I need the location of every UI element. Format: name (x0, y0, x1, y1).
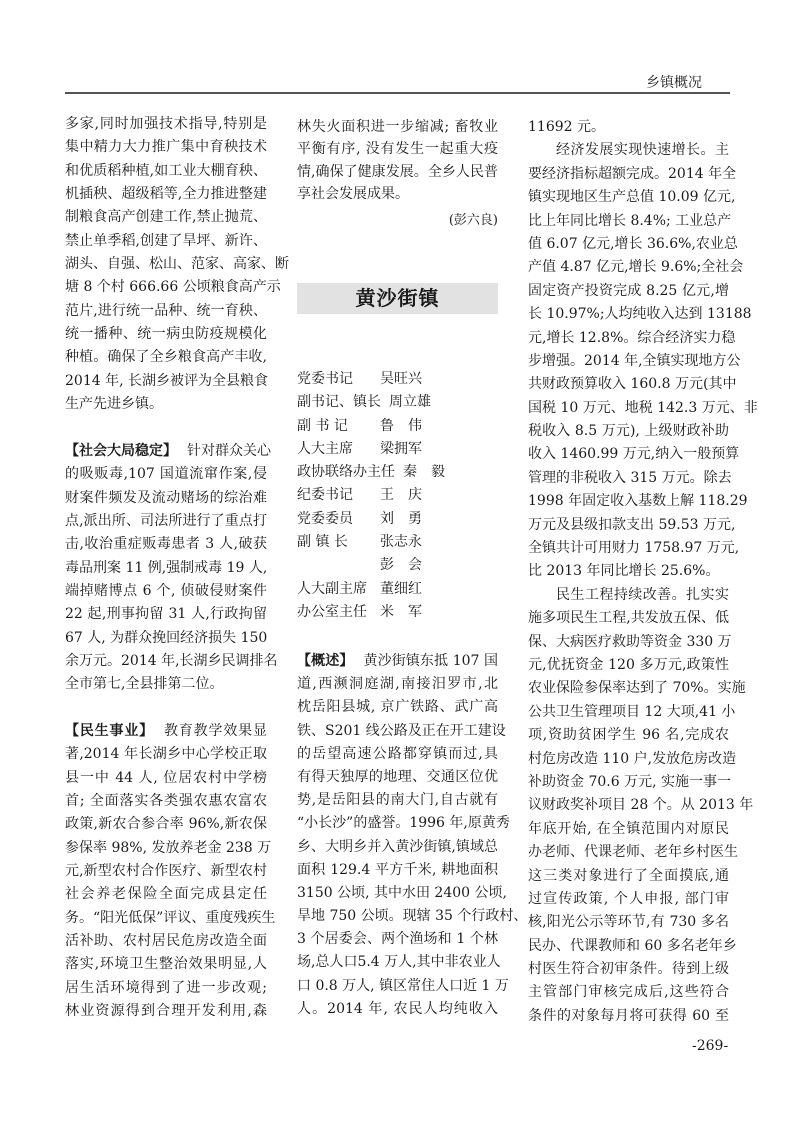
line-text: 旱地 750 公顷。现辖 35 个行政村、 (297, 908, 528, 925)
text-line (528, 139, 729, 162)
line-text: 参保率 98%, 发放养老金 238 万 (65, 839, 272, 856)
text-line (65, 860, 267, 883)
text-line (528, 911, 729, 934)
line-text: 1998 年固定收入基数上解 118.29 (528, 493, 748, 510)
line-text: 制粮食高产创建工作,禁止抛荒、 (65, 209, 267, 226)
line-text: 端掉赌博点 6 个, 侦破侵财案件 (65, 582, 267, 599)
text-line (528, 327, 736, 350)
line-text: 全市第七,全县排第二位。 (65, 676, 224, 693)
official-row (297, 531, 498, 554)
official-row (297, 461, 498, 484)
official-title: 人大主席 (297, 440, 353, 457)
official-name: 秦 毅 (403, 464, 445, 481)
line-text: 点,派出所、司法所进行了重点打 (65, 512, 267, 529)
text-line (528, 467, 732, 490)
text-line (297, 928, 498, 951)
blank-line (65, 416, 267, 439)
text-line (65, 627, 267, 650)
text-line (528, 256, 744, 279)
line-text: 的岳望高速公路都穿镇而过,具 (297, 745, 498, 762)
paragraph-heading: 【概述】 (297, 653, 354, 669)
line-text: 长 10.97%;人均纯收入达到 13188 (528, 306, 752, 323)
paragraph-heading: 【社会大局稳定】 (65, 442, 177, 459)
line-text: 步增强。2014 年,全镇实现地方公 (528, 352, 741, 369)
text-line (65, 837, 272, 860)
text-line (65, 580, 267, 603)
text-line (65, 276, 281, 299)
line-text: 过宣传政策, 个人申报, 部门审 (528, 890, 729, 907)
text-line (65, 977, 267, 1000)
text-line (65, 253, 289, 276)
text-line (65, 510, 267, 533)
official-title: 政协联络办主任 (297, 464, 395, 481)
text-line (297, 882, 507, 905)
line-text: 22 起,刑事拘留 31 人,行政拘留 (65, 606, 267, 623)
text-line (65, 160, 267, 183)
line-text: 击,收治重症贩毒患者 3 人,破获 (65, 536, 267, 553)
official-title: 副 镇 长 (297, 534, 348, 551)
text-line (297, 650, 498, 673)
line-text: 财案件频发及流动赌场的综治难 (65, 489, 267, 506)
text-line (528, 981, 729, 1004)
line-text: 务。“阳光低保”评议、重度残疾生 (65, 909, 276, 926)
text-line (65, 790, 267, 813)
text-line (528, 186, 736, 209)
line-text: 口 0.8 万人, 镇区常住人口近 1 万 (297, 977, 509, 994)
line-text: 比 2013 年同比增长 25.6%。 (528, 563, 720, 580)
text-line (65, 206, 267, 229)
text-line (65, 673, 267, 696)
official-name: 周立雄 (389, 394, 431, 411)
text-line (65, 767, 267, 790)
line-text: 67 人, 为群众挽回经济损失 150 (65, 629, 268, 646)
text-line (65, 603, 267, 626)
line-text: 要经济指标超额完成。2014 年全 (528, 165, 737, 182)
official-name: 刘 勇 (380, 510, 422, 527)
text-line (528, 116, 729, 139)
text-line (528, 958, 729, 981)
text-line (528, 654, 729, 677)
text-line (528, 607, 729, 630)
text-line (528, 303, 752, 326)
text-line (297, 789, 498, 812)
official-row (297, 415, 498, 438)
line-text: 补助资金 70.6 万元, 实施一事一 (528, 773, 731, 790)
column-2-overview (297, 650, 528, 1021)
text-line (65, 463, 267, 486)
text-line (297, 138, 498, 160)
line-text: 全镇共计可用财力 1758.97 万元, (528, 540, 740, 557)
official-name: 米 军 (380, 603, 422, 620)
text-line (65, 557, 267, 580)
line-text: 元,优抚资金 120 多万元,政策性 (528, 656, 729, 673)
line-text: 享社会发展成果。 (297, 186, 409, 203)
line-text: 势,是岳阳县的南大门,自古就有 (297, 792, 498, 809)
line-text: 公共卫生管理项目 12 大项,41 小 (528, 703, 736, 720)
line-text: 村医生符合初审条件。待到上级 (528, 961, 729, 978)
text-line (528, 701, 736, 724)
text-line (297, 673, 498, 696)
line-text: 禁止单季稻,创建了旱坪、新许、 (65, 232, 267, 249)
line-text: 条件的对象每月将可获得 60 至 (528, 1007, 729, 1024)
text-line (528, 514, 736, 537)
text-line (528, 631, 732, 654)
line-text: 共财政预算收入 160.8 万元(其中 (528, 376, 737, 393)
text-line (528, 584, 729, 607)
line-text: 机插秧、超级稻等,全力推进整建 (65, 186, 267, 203)
text-line (528, 443, 740, 466)
official-row (297, 508, 498, 531)
text-line (528, 233, 738, 256)
column-2-continuation (297, 116, 498, 206)
line-text: 镇实现地区生产总值 10.09 亿元, (528, 189, 736, 206)
line-text: 落实,环境卫生整治效果明显,人 (65, 956, 267, 973)
text-line (528, 888, 729, 911)
official-row (297, 391, 498, 414)
line-text: 民办、代课教师和 60 多名老年乡 (528, 937, 737, 954)
official-name: 王 庆 (380, 487, 422, 504)
line-text: 项,资助贫困学生 96 名,完成农 (528, 727, 729, 744)
official-name: 彭 会 (380, 557, 422, 574)
line-text: 林失火面积进一步缩减; 畜牧业 (297, 119, 498, 135)
text-line (65, 393, 267, 416)
text-line (297, 720, 506, 743)
line-text: 范片,进行统一品种、统一育秧、 (65, 302, 267, 319)
text-line (528, 537, 740, 560)
line-text: 林业资源得到合理开发利用,森 (65, 1003, 267, 1020)
line-text: 3150 公顷, 其中水田 2400 公顷, (297, 884, 507, 901)
text-line (65, 370, 267, 393)
text-line (65, 930, 267, 953)
line-text: 比上年同比增长 8.4%; 工业总产 (528, 212, 732, 229)
line-text: 有得天独厚的地理、交通区位优 (297, 768, 498, 785)
line-text: 施多项民生工程,共发放五保、低 (528, 610, 729, 627)
text-line (65, 183, 267, 206)
line-text: 的吸贩毒,107 国道流窜作案,侵 (65, 466, 267, 483)
official-row (297, 484, 498, 507)
line-text: 平衡有序, 没有发生一起重大疫 (297, 141, 498, 158)
line-text: “小长沙”的盛誉。1996 年,原黄秀 (297, 815, 510, 832)
line-text: 国税 10 万元、地税 142.3 万元、非 (528, 399, 758, 416)
text-line (297, 183, 498, 205)
line-text: 居生活环境得到了进一步改观; (65, 979, 267, 996)
text-line (65, 953, 267, 976)
official-row (297, 601, 498, 624)
line-text: 社会养老保险全面完成县定任 (65, 886, 267, 903)
line-text: 道,西濒洞庭湖,南接汨罗市,北 (297, 676, 498, 693)
text-line (297, 161, 498, 183)
line-text: 首; 全面落实各类强农惠农富农 (65, 792, 267, 809)
line-text: 年底开始, 在全镇范围内对原民 (528, 820, 729, 837)
text-line (528, 397, 758, 420)
text-line (528, 1005, 729, 1028)
text-line (528, 724, 729, 747)
line-text: 产值 4.87 亿元,增长 9.6%;全社会 (528, 259, 744, 276)
line-text: 人。2014 年, 农民人均纯收入 (297, 1000, 498, 1017)
text-line (297, 975, 509, 998)
line-text: 收入 1460.99 万元,纳入一般预算 (528, 446, 740, 463)
line-text: 湖头、自强、松山、范家、高家、断 (65, 256, 289, 273)
text-line (528, 350, 741, 373)
header-rule (65, 92, 730, 94)
line-text: 民生工程持续改善。扎实实 (556, 586, 729, 603)
text-line (528, 865, 729, 888)
line-text: 主管部门审核完成后,这些符合 (528, 984, 729, 1001)
blank-line (65, 697, 267, 720)
line-text: 核,阳光公示等环节,有 730 多名 (528, 914, 729, 931)
line-text: 万元及县级扣款支出 59.53 万元, (528, 516, 736, 533)
official-row (297, 438, 498, 461)
line-text: 经济发展实现快速增长。主 (556, 142, 729, 159)
text-line (65, 650, 278, 673)
section-title: 黄沙街镇 (297, 283, 498, 314)
line-text: 黄沙街镇东抵 107 国 (363, 653, 499, 669)
line-text: 著,2014 年长湖乡中心学校正取 (65, 746, 267, 763)
official-title: 副书记、镇长 (297, 394, 381, 411)
line-text: 固定资产投资完成 8.25 亿元,增 (528, 282, 729, 299)
official-title: 党委书记 (297, 371, 353, 387)
line-text: 种植。确保了全乡粮食高产丰收, (65, 349, 267, 366)
line-text: 集中精力大力推广集中育秧技术 (65, 139, 267, 156)
officials-list (297, 368, 498, 624)
text-line (528, 210, 732, 233)
line-text: 统一播种、统一病虫防疫规模化 (65, 326, 267, 343)
line-text: 活补助、农村居民危房改造全面 (65, 933, 267, 950)
text-line (65, 323, 267, 346)
official-row (297, 554, 498, 577)
line-text: 情,确保了健康发展。全乡人民普 (297, 163, 498, 180)
column-1 (65, 113, 289, 1023)
text-line (528, 280, 729, 303)
text-line (65, 346, 267, 369)
text-line (528, 935, 737, 958)
text-line (528, 794, 754, 817)
text-line (528, 420, 729, 443)
text-line (297, 766, 498, 789)
line-text: 塘 8 个村 666.66 公顷粮食高产示 (65, 279, 281, 296)
text-line (65, 720, 267, 743)
line-text: 村危房改造 110 户,发放危房改造 (528, 750, 737, 767)
text-line (528, 373, 737, 396)
text-line (297, 859, 498, 882)
text-line (297, 836, 498, 859)
official-title: 人大副主席 (297, 580, 367, 597)
text-line (65, 743, 267, 766)
text-line (297, 998, 498, 1021)
text-line (65, 230, 267, 253)
line-text: 多家,同时加强技术指导,特别是 (65, 116, 267, 132)
author-credit: (彭六良) (448, 213, 498, 228)
text-line (528, 748, 737, 771)
line-text: 毒品刑案 11 例,强制戒毒 19 人, (65, 559, 268, 576)
line-text: 这三类对象进行了全面摸底,通 (528, 867, 729, 884)
column-3 (528, 116, 758, 1028)
text-line (65, 113, 267, 136)
line-text: 议财政奖补项目 28 个。从 2013 年 (528, 797, 754, 814)
text-line (65, 907, 276, 930)
official-row (297, 578, 498, 601)
text-line (297, 905, 528, 928)
text-line (65, 300, 267, 323)
official-title: 副 书 记 (297, 417, 348, 434)
text-line (65, 533, 267, 556)
line-text: 县一中 44 人, 位居农村中学榜 (65, 769, 267, 786)
text-line (528, 677, 746, 700)
line-text: 生产先进乡镇。 (65, 396, 163, 413)
line-text: 元,增长 12.8%。综合经济实力稳 (528, 329, 736, 346)
text-line (528, 818, 729, 841)
text-line (528, 163, 737, 186)
official-name: 董细红 (380, 580, 422, 597)
running-header-section: 乡镇概况 (646, 75, 702, 91)
text-line (297, 116, 498, 138)
line-text: 税收入 8.5 万元), 上级财政补助 (528, 423, 729, 440)
line-text: 办老师、代课老师、老年乡村医生 (528, 844, 738, 861)
line-text: 乡、大明乡并入黄沙街镇,镇域总 (297, 838, 498, 855)
line-text: 针对群众关心 (187, 442, 271, 459)
official-title: 办公室主任 (297, 603, 367, 620)
text-line (65, 440, 271, 463)
text-line (528, 490, 748, 513)
text-line (528, 560, 729, 583)
official-name: 鲁 伟 (380, 417, 422, 434)
line-text: 3 个居委会、两个渔场和 1 个林 (297, 931, 498, 948)
line-text: 11692 元。 (528, 119, 605, 135)
text-line (65, 487, 267, 510)
text-line (297, 812, 510, 835)
line-text: 场,总人口5.4 万人,其中非农业人 (297, 954, 501, 971)
official-name: 梁拥军 (380, 440, 422, 457)
text-line (528, 841, 738, 864)
line-text: 教育教学效果显 (164, 722, 267, 739)
text-line (65, 883, 267, 906)
text-line (297, 743, 498, 766)
official-name: 吴旺兴 (380, 371, 422, 387)
line-text: 2014 年, 长湖乡被评为全县粮食 (65, 372, 268, 389)
line-text: 铁、S201 线公路及正在开工建设 (297, 722, 506, 739)
text-line (65, 136, 267, 159)
page-number: -269- (692, 1038, 729, 1054)
official-row (297, 368, 498, 391)
line-text: 元,新型农村合作医疗、新型农村 (65, 863, 267, 879)
line-text: 保、大病医疗救助等资金 330 万 (528, 633, 732, 650)
text-line (528, 771, 729, 794)
line-text: 和优质稻种植,如工业大棚育秧、 (65, 162, 267, 179)
line-text: 枕岳阳县城, 京广铁路、武广高 (297, 699, 498, 716)
line-text: 管理的非税收入 315 万元。除去 (528, 469, 732, 486)
line-text: 面积 129.4 平方千米, 耕地面积 (297, 861, 498, 878)
line-text: 农业保险参保率达到了 70%。实施 (528, 680, 746, 697)
official-title: 党委委员 (297, 510, 353, 527)
text-line (297, 696, 498, 719)
line-text: 余万元。2014 年,长湖乡民调排名 (65, 652, 278, 669)
line-text: 值 6.07 亿元,增长 36.6%,农业总 (528, 235, 738, 252)
text-line (65, 813, 267, 836)
text-line (297, 951, 501, 974)
text-line (65, 1000, 267, 1023)
official-name: 张志永 (380, 534, 422, 551)
official-title: 纪委书记 (297, 487, 353, 504)
line-text: 政策,新农合参合率 96%,新农保 (65, 816, 267, 833)
paragraph-heading: 【民生事业】 (65, 722, 154, 739)
